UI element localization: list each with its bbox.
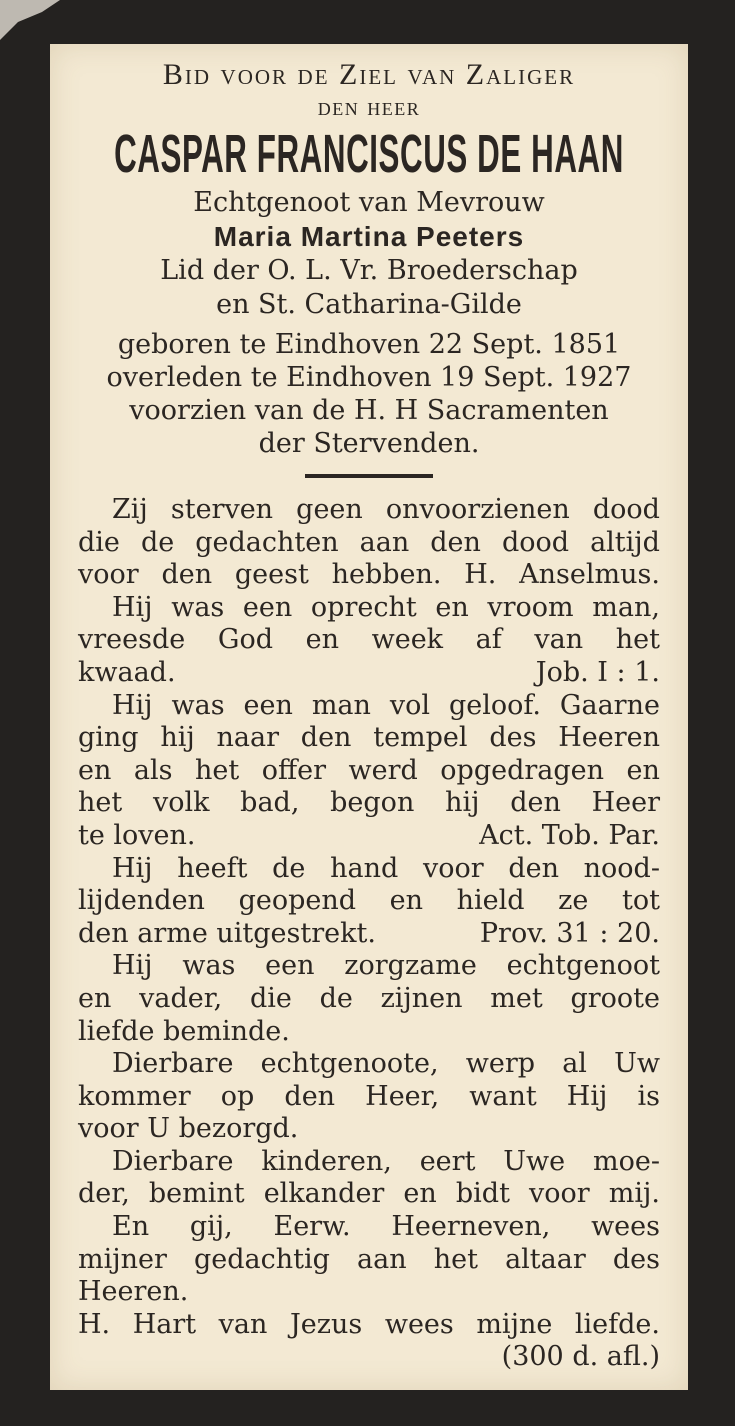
verse-word: wees (384, 1308, 454, 1340)
verse-word: en (78, 982, 112, 1014)
verse-word: werp (465, 1048, 536, 1080)
verse-word: Heeren (558, 722, 660, 754)
verse-word: volk (152, 787, 210, 819)
verse-word: werd (348, 754, 418, 786)
verse-word: liefde. (574, 1308, 660, 1340)
birth-line: geboren te Eindhoven 22 Sept. 1851 (117, 329, 621, 360)
membership-line-1: Lid der O. L. Vr. Broederschap (160, 255, 578, 286)
verse-line (78, 1309, 660, 1342)
verse-line (78, 1016, 660, 1049)
membership-line-2: en St. Catharina-Gilde (216, 289, 522, 320)
verse-word: onvoorzienen (385, 494, 570, 525)
verse-word: was (171, 689, 225, 721)
verse-word: Hij (112, 689, 153, 721)
verse-word: vroom (487, 591, 574, 623)
verse-line (78, 918, 660, 951)
verse-word: man (311, 689, 371, 721)
verse-word: groote (570, 982, 660, 1014)
verse-word: is (637, 1080, 660, 1112)
verse-line (78, 1178, 660, 1211)
verse-word: al (562, 1048, 587, 1080)
sacraments-line-1: voorzien van de H. H Sacramenten (129, 395, 609, 426)
verse-word: Dierbare (112, 1048, 234, 1080)
verse-word: Jezus (289, 1308, 363, 1340)
verse-word: van (218, 1308, 268, 1340)
verse-word: aan (357, 1243, 407, 1275)
verse-word: mijner (78, 1243, 167, 1275)
prayer-subheading: den heer (317, 92, 421, 121)
verse-word: want (469, 1080, 537, 1112)
verse-word: begon (330, 787, 415, 819)
verse-word: op (220, 1080, 255, 1112)
verse-word: was (182, 950, 236, 982)
verse-text: te loven. (78, 819, 196, 851)
verse-word: geloof. (448, 689, 541, 721)
verse-word: een (242, 591, 293, 623)
verse-text: kwaad. (78, 656, 176, 688)
verse-word: die (249, 982, 292, 1014)
verse-word: hij (160, 722, 195, 754)
verse-word: moe- (593, 1145, 660, 1177)
death-line: overleden te Eindhoven 19 Sept. 1927 (106, 362, 632, 393)
verse-line (78, 1081, 660, 1114)
verse-line (78, 820, 660, 853)
verse-word: Heer, (365, 1080, 440, 1112)
verse-word: en (389, 885, 423, 917)
divider-rule (305, 474, 433, 478)
verse-line (78, 1211, 660, 1244)
verse-word: en (626, 754, 660, 786)
verse-line (78, 559, 660, 592)
verse-word: heeft (177, 852, 248, 884)
verse-line (78, 853, 660, 886)
verse-line (78, 983, 660, 1016)
verse-line (78, 624, 660, 657)
verse-word: nood- (583, 852, 660, 884)
verse-word: Heer (591, 787, 660, 819)
verse-word: wees (591, 1211, 660, 1243)
verse-word: mijne (476, 1308, 553, 1340)
verse-word: hield (456, 885, 525, 917)
verse-word: de (140, 526, 175, 558)
verse-word: Hij (566, 1080, 608, 1112)
verse-line (78, 950, 660, 983)
verse-word: den (508, 852, 559, 884)
verse-citation: Prov. 31 : 20. (479, 917, 660, 949)
verse-word: Hij (112, 852, 153, 884)
verse-text: voor U bezorgd. (78, 1113, 299, 1145)
prayer-heading: Bid voor de Ziel van Zaliger (162, 58, 576, 91)
verse-line (78, 527, 660, 560)
verse-word: Gaarne (559, 689, 660, 721)
verse-text: Heeren. (78, 1276, 189, 1308)
verse-word: H. (464, 559, 497, 591)
verse-word: geest (234, 559, 309, 591)
verse-word: ging (78, 722, 139, 754)
verse-word: kinderen, (261, 1145, 392, 1177)
verse-word: en (305, 624, 339, 656)
verse-word: het (78, 787, 123, 819)
verse-word: als (133, 754, 173, 786)
verse-word: Anselmus. (519, 559, 660, 591)
verse-word: der, (78, 1178, 130, 1210)
verse-word: voor (78, 559, 139, 591)
verse-word: de (319, 982, 353, 1014)
verse-word: den (284, 1080, 336, 1112)
verse-word: en (435, 591, 469, 623)
verse-word: den (300, 722, 352, 754)
verse-word: En (112, 1211, 150, 1243)
verse-word: gij, (189, 1211, 233, 1243)
verse-word: Heerneven, (391, 1211, 551, 1243)
verse-word: dood (592, 494, 660, 525)
verse-word: Uw (614, 1048, 660, 1080)
verse-word: een (265, 950, 315, 982)
verse-word: geen (296, 494, 363, 525)
verse-word: God (217, 624, 273, 656)
verse-word: vreesde (78, 624, 186, 656)
verse-word: bemint (148, 1178, 245, 1210)
verse-word: altijd (590, 526, 660, 558)
verse-word: zijnen (380, 982, 463, 1014)
verse-line (78, 787, 660, 820)
verse-line (78, 494, 660, 527)
verse-word: week (371, 624, 444, 656)
verse-word: mij. (608, 1178, 660, 1210)
verse-word: hand (330, 852, 399, 884)
verse-word: het (433, 1243, 478, 1275)
verse-line (78, 1276, 660, 1309)
verse-word: hebben. (331, 559, 442, 591)
verse-word: het (615, 624, 660, 656)
verse-word: Hij (112, 591, 153, 623)
verse-word: naar (216, 722, 280, 754)
verse-word: tempel (373, 722, 468, 754)
verse-line (78, 1048, 660, 1081)
verse-word: Zij (112, 494, 148, 525)
verse-word: bidt (455, 1178, 510, 1210)
verse-word: voor (529, 1178, 590, 1210)
verse-text: den arme uitgestrekt. (78, 917, 376, 949)
verse-word: eert (419, 1145, 476, 1177)
verse-word: het (194, 754, 240, 786)
verse-word: af (475, 624, 502, 656)
verse-word: ze (558, 885, 589, 917)
verses-block (78, 494, 660, 1374)
verse-citation: Act. Tob. Par. (479, 819, 660, 851)
card-text (78, 58, 660, 1374)
verse-word: was (171, 591, 225, 623)
verse-word: dood (501, 526, 570, 558)
verse-word: H. (78, 1308, 111, 1340)
verse-citation: Job. I : 1. (535, 656, 660, 688)
verse-word: altaar (505, 1243, 586, 1275)
verse-word: echtgenoote, (260, 1048, 439, 1080)
verse-word: een (243, 689, 293, 721)
verse-word: den (510, 787, 561, 819)
verse-text: (300 d. afl.) (501, 1341, 660, 1373)
verse-word: van (534, 624, 584, 656)
verse-word: en (403, 1178, 437, 1210)
verse-word: voor (422, 852, 484, 884)
verse-line (78, 722, 660, 755)
verse-word: gedachtig (194, 1243, 330, 1275)
verse-line (78, 885, 660, 918)
verse-word: kommer (78, 1080, 191, 1112)
card-panel (50, 44, 688, 1390)
verse-word: Dierbare (112, 1145, 234, 1177)
verse-line (78, 1113, 660, 1146)
verse-line (78, 1244, 660, 1277)
verse-word: bad, (240, 787, 300, 819)
verse-word: Hart (132, 1308, 197, 1340)
torn-corner (0, 0, 60, 40)
verse-word: elkander (263, 1178, 385, 1210)
verse-word: de (272, 852, 306, 884)
verse-word: zorgzame (344, 950, 477, 982)
spouse-intro: Echtgenoot van Mevrouw (193, 187, 545, 218)
verse-word: lijdenden (78, 885, 205, 917)
verse-word: Eerw. (273, 1211, 351, 1243)
verse-word: en (78, 754, 112, 786)
verse-word: die (78, 526, 120, 558)
verse-word: des (612, 1243, 660, 1275)
verse-word: vol (389, 689, 430, 721)
verse-word: oprecht (310, 591, 417, 623)
verse-line (78, 1341, 660, 1374)
verse-word: met (490, 982, 543, 1014)
verse-word: Uwe (503, 1145, 566, 1177)
verse-word: vader, (139, 982, 223, 1014)
verse-word: aan (359, 526, 410, 558)
verse-text: liefde beminde. (78, 1015, 290, 1047)
verse-word: den (430, 526, 481, 558)
verse-word: gedachten (195, 526, 339, 558)
verse-word: echtgenoot (506, 950, 660, 982)
verse-line (78, 755, 660, 788)
verse-word: den (161, 559, 213, 591)
verse-word: hij (445, 787, 480, 819)
verse-line (78, 592, 660, 625)
sacraments-line-2: der Stervenden. (258, 428, 480, 459)
spouse-name: Maria Martina Peeters (213, 221, 525, 252)
deceased-name: CASPAR FRANCISCUS DE HAAN (114, 124, 624, 184)
verse-word: sterven (170, 494, 274, 525)
verse-word: geopend (238, 885, 357, 917)
verse-line (78, 690, 660, 723)
verse-line (78, 1146, 660, 1179)
verse-line (78, 657, 660, 690)
verse-word: man, (592, 591, 660, 623)
verse-word: des (489, 722, 537, 754)
verse-word: opgedragen (440, 754, 605, 786)
verse-word: offer (261, 754, 327, 786)
verse-word: Hij (112, 950, 153, 982)
verse-word: tot (621, 885, 660, 917)
